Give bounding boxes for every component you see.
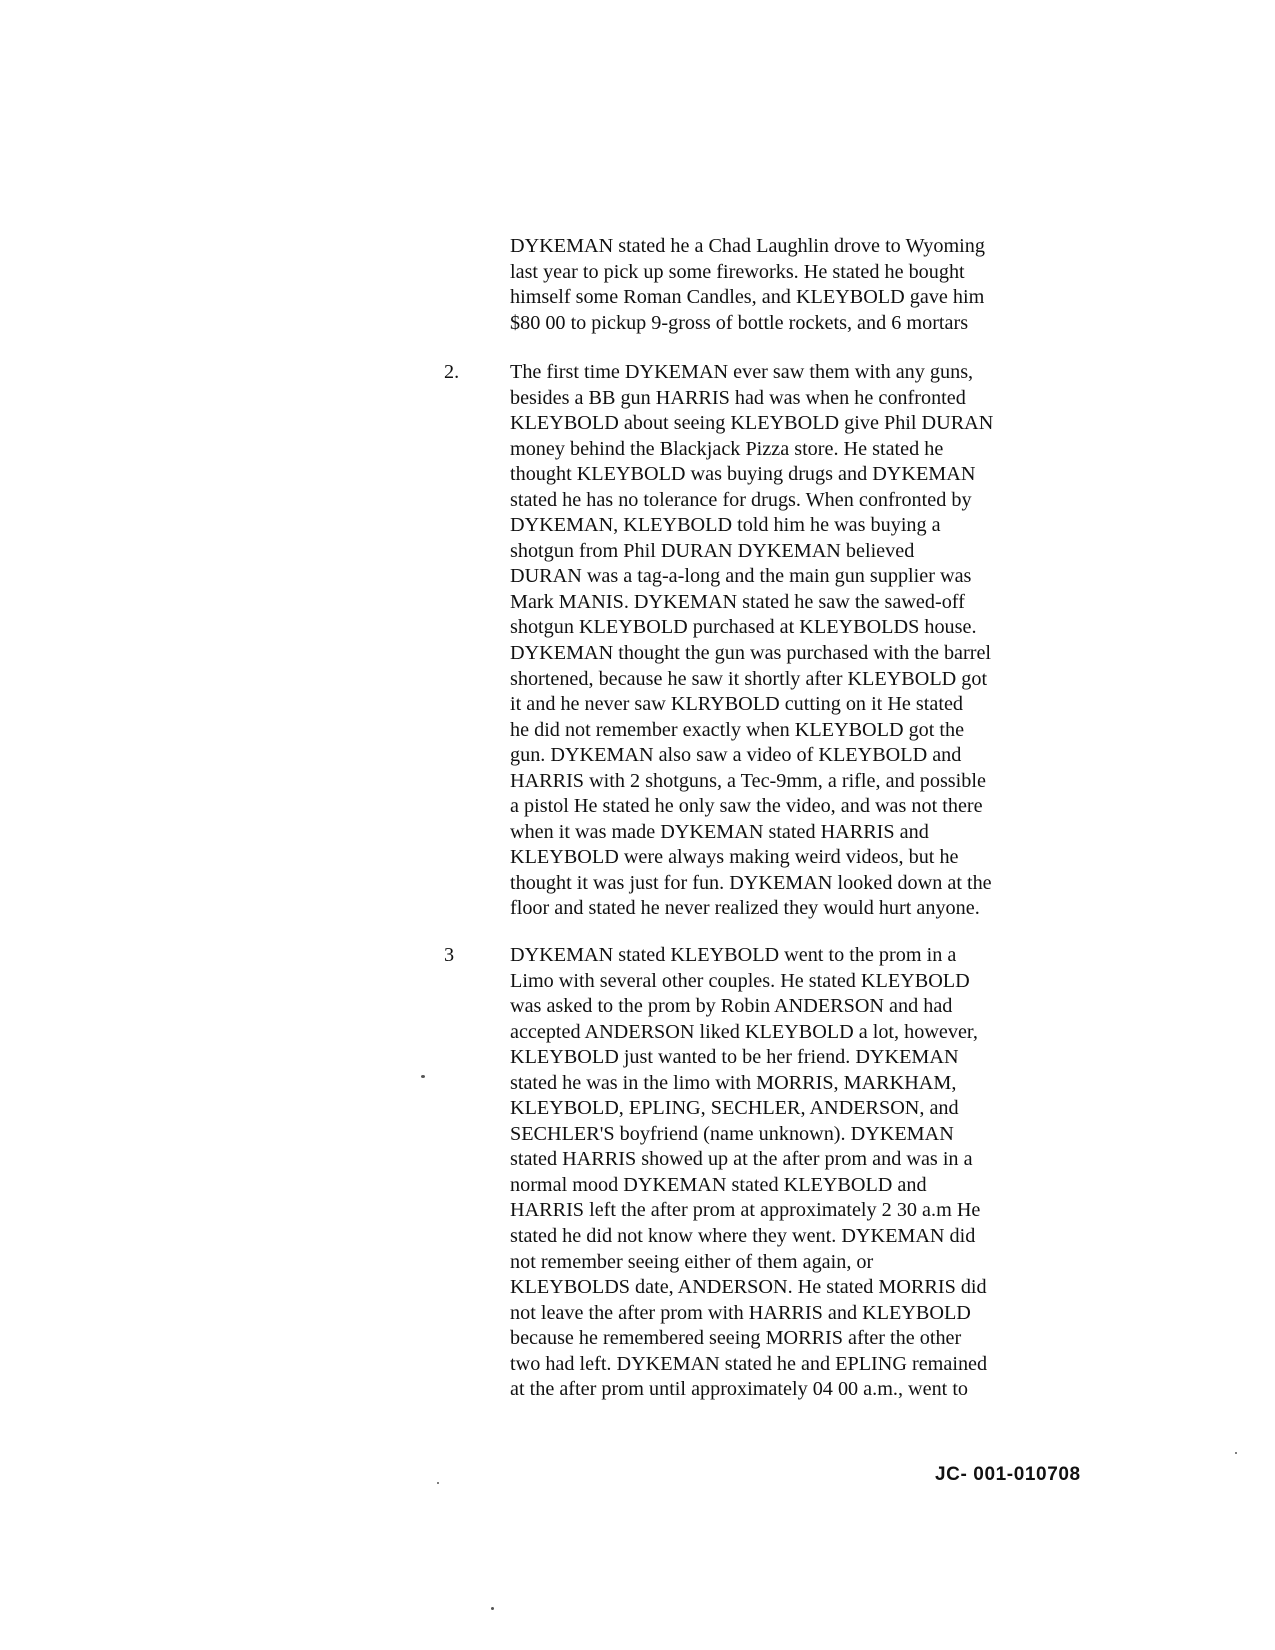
text-line: $80 00 to pickup 9-gross of bottle rockets, and 6 mortars [510, 311, 969, 334]
item-number: 2. [444, 361, 460, 383]
text-line: not remember seeing either of them again, or [510, 1250, 874, 1273]
text-line: thought KLEYBOLD was buying drugs and DYKEMAN [510, 463, 976, 486]
text-line: at the after prom until approximately 04 00 a.m., went to [510, 1378, 969, 1401]
text-line: thought it was just for fun. DYKEMAN looked down at the [510, 871, 992, 894]
text-line: money behind the Blackjack Pizza store. He stated he [510, 437, 944, 460]
numbered-paragraph-3 [510, 943, 1070, 1403]
text-line: shotgun from Phil DURAN DYKEMAN believed [510, 539, 915, 562]
text-line: himself some Roman Candles, and KLEYBOLD gave him [510, 286, 985, 309]
text-line: shotgun KLEYBOLD purchased at KLEYBOLDS house. [510, 616, 977, 639]
text-line: HARRIS with 2 shotguns, a Tec-9mm, a rifle, and possible [510, 769, 986, 792]
text-line: KLEYBOLD were always making weird videos, but he [510, 846, 959, 869]
text-line: when it was made DYKEMAN stated HARRIS and [510, 820, 929, 843]
text-line: last year to pick up some fireworks. He stated he bought [510, 260, 965, 283]
text-line: Limo with several other couples. He stated KLEYBOLD [510, 969, 970, 992]
text-line: The first time DYKEMAN ever saw them with any guns, [510, 361, 974, 383]
text-line: gun. DYKEMAN also saw a video of KLEYBOLD and [510, 744, 962, 767]
text-line: DURAN was a tag-a-long and the main gun supplier was [510, 565, 972, 588]
document-id-stamp: JC- 001-010708 [935, 1464, 1081, 1485]
text-line: besides a BB gun HARRIS had was when he confronted [510, 386, 966, 409]
scan-speck [421, 1075, 425, 1078]
text-line: KLEYBOLD just wanted to be her friend. DYKEMAN [510, 1046, 959, 1069]
text-line: normal mood DYKEMAN stated KLEYBOLD and [510, 1173, 927, 1196]
text-line: because he remembered seeing MORRIS after the other [510, 1327, 962, 1350]
text-line: accepted ANDERSON liked KLEYBOLD a lot, however, [510, 1020, 978, 1043]
text-line: was asked to the prom by Robin ANDERSON and had [510, 995, 953, 1018]
text-line: KLEYBOLD, EPLING, SECHLER, ANDERSON, and [510, 1097, 959, 1120]
text-line: not leave the after prom with HARRIS and KLEYBOLD [510, 1301, 971, 1324]
item-number: 3 [444, 944, 455, 966]
scan-speck [491, 1607, 494, 1610]
text-line: a pistol He stated he only saw the video, and was not there [510, 795, 983, 818]
text-line: DYKEMAN stated he a Chad Laughlin drove to Wyoming [510, 235, 985, 257]
text-line: it and he never saw KLRYBOLD cutting on it He stated [510, 693, 964, 716]
text-line: floor and stated he never realized they would hurt anyone. [510, 897, 980, 920]
text-line: SECHLER'S boyfriend (name unknown). DYKEMAN [510, 1122, 954, 1145]
text-line: DYKEMAN, KLEYBOLD told him he was buying a [510, 514, 941, 537]
intro-paragraph [510, 234, 1070, 336]
text-line: KLEYBOLDS date, ANDERSON. He stated MORRIS did [510, 1276, 987, 1299]
text-line: KLEYBOLD about seeing KLEYBOLD give Phil DURAN [510, 412, 994, 435]
numbered-paragraph-2 [510, 360, 1070, 922]
text-line: Mark MANIS. DYKEMAN stated he saw the sawed-off [510, 590, 965, 613]
text-line: stated he was in the limo with MORRIS, MARKHAM, [510, 1071, 957, 1094]
text-line: he did not remember exactly when KLEYBOLD got the [510, 718, 965, 741]
text-line: HARRIS left the after prom at approximately 2 30 a.m He [510, 1199, 981, 1222]
text-line: stated he has no tolerance for drugs. When confronted by [510, 488, 972, 511]
scan-speck [437, 1482, 439, 1484]
text-line: DYKEMAN stated KLEYBOLD went to the prom in a [510, 944, 957, 966]
text-line: two had left. DYKEMAN stated he and EPLING remained [510, 1352, 988, 1375]
text-line: stated HARRIS showed up at the after prom and was in a [510, 1148, 973, 1171]
text-line: DYKEMAN thought the gun was purchased with the barrel [510, 642, 992, 665]
text-line: shortened, because he saw it shortly after KLEYBOLD got [510, 667, 988, 690]
text-line: stated he did not know where they went. DYKEMAN did [510, 1225, 976, 1248]
scan-speck [1235, 1452, 1237, 1454]
